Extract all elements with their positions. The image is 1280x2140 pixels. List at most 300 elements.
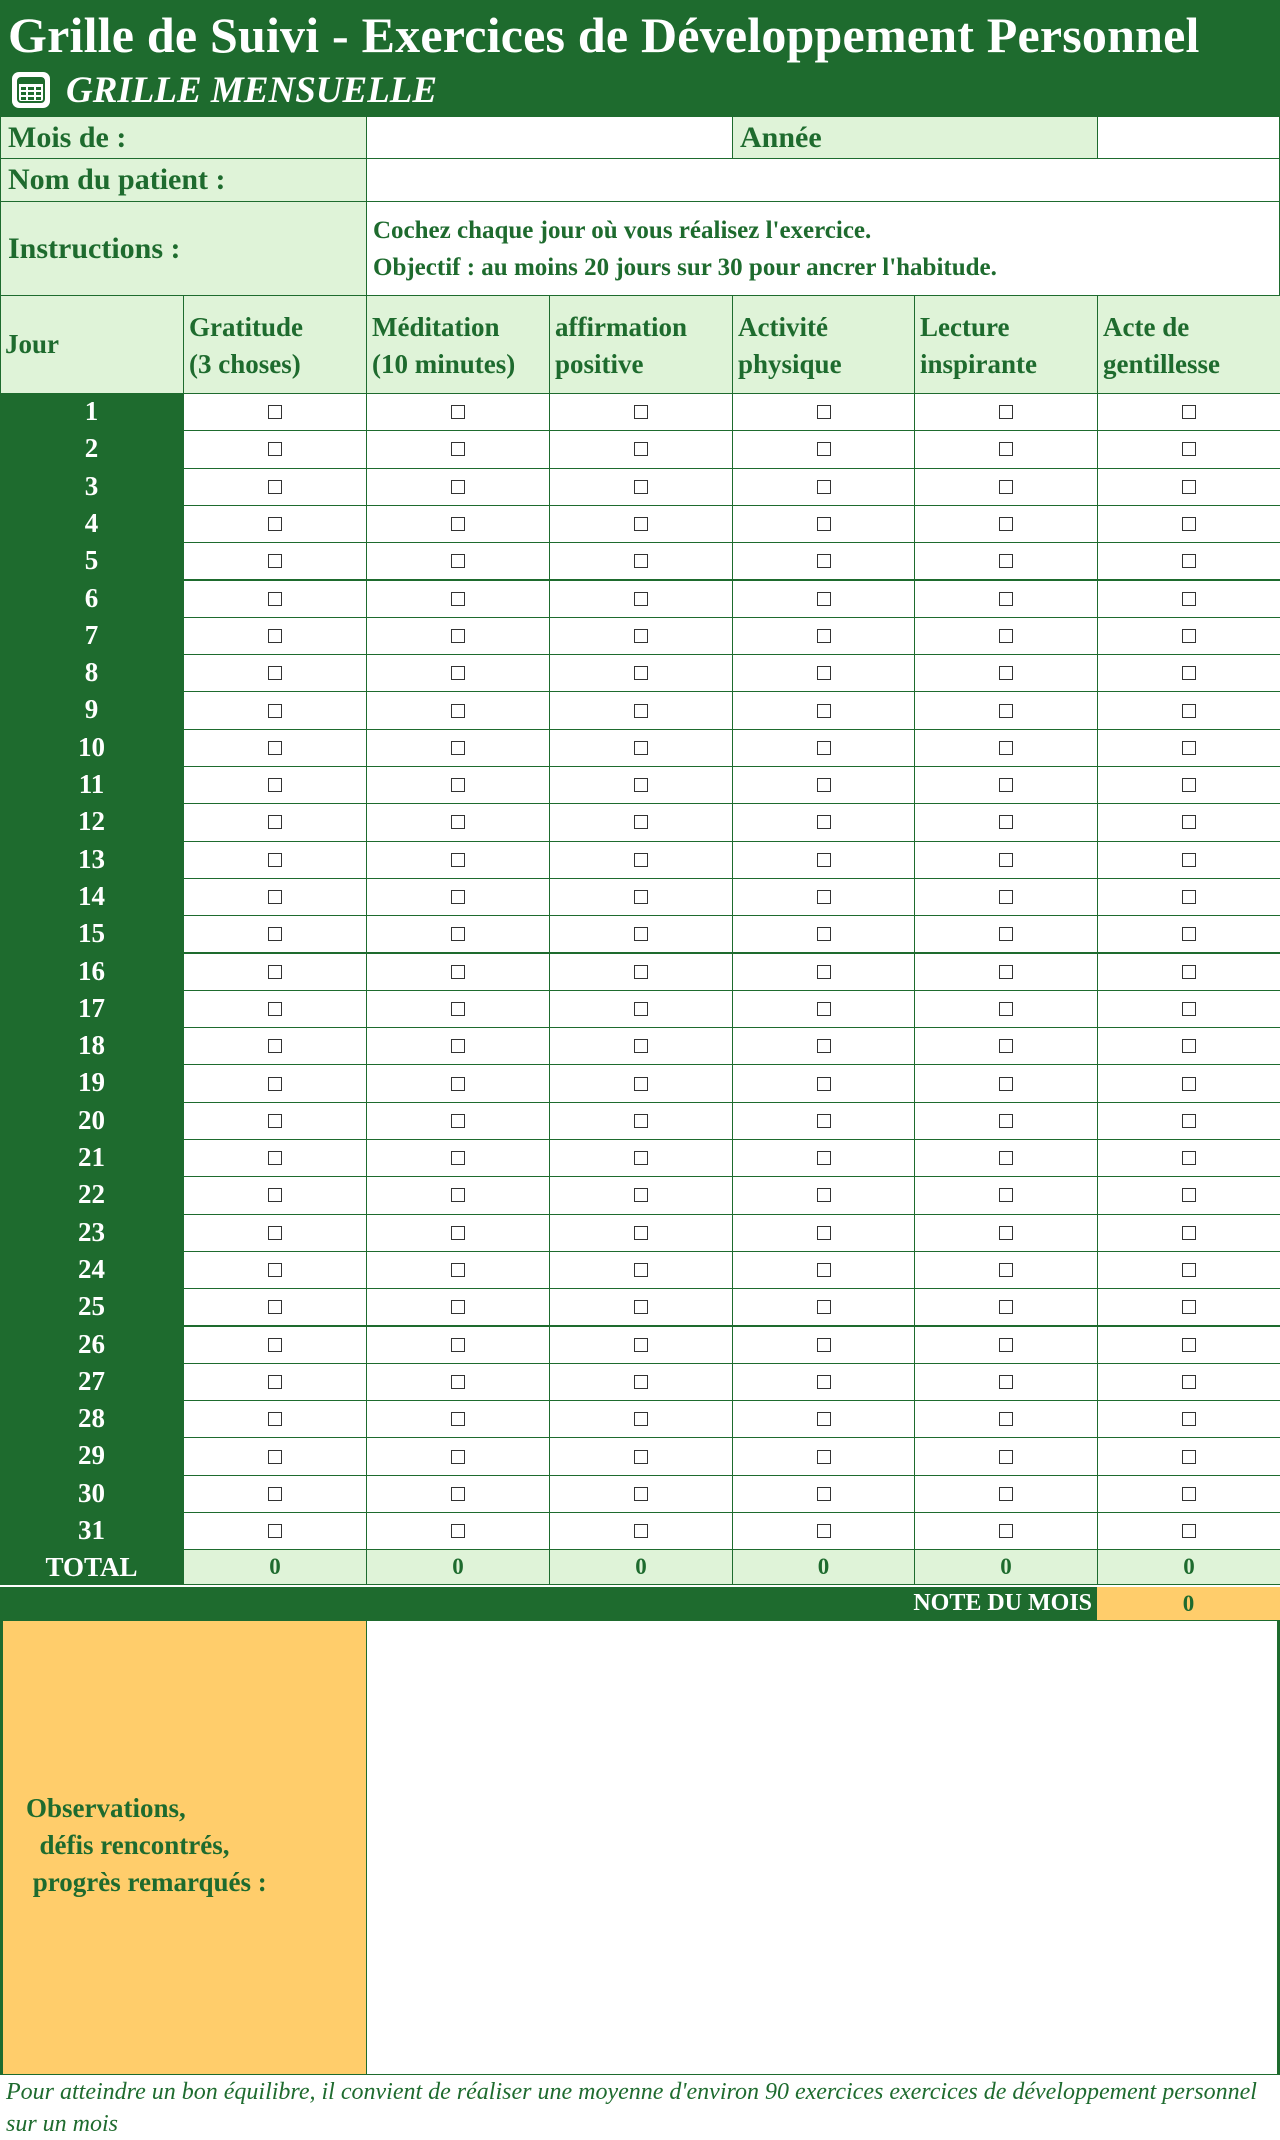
checkbox-icon[interactable] (268, 1151, 282, 1165)
day-checkbox-cell[interactable] (914, 505, 1098, 543)
day-checkbox-cell[interactable] (732, 1512, 915, 1550)
day-checkbox-cell[interactable] (914, 915, 1098, 953)
day-checkbox-cell[interactable] (1097, 617, 1280, 655)
checkbox-icon[interactable] (634, 442, 648, 456)
checkbox-icon[interactable] (999, 480, 1013, 494)
day-checkbox-cell[interactable] (549, 953, 733, 991)
day-checkbox-cell[interactable] (732, 915, 915, 953)
checkbox-icon[interactable] (1182, 1375, 1196, 1389)
day-checkbox-cell[interactable] (549, 654, 733, 692)
checkbox-icon[interactable] (817, 1412, 831, 1426)
checkbox-icon[interactable] (634, 1300, 648, 1314)
checkbox-icon[interactable] (1182, 1151, 1196, 1165)
day-checkbox-cell[interactable] (366, 990, 550, 1028)
checkbox-icon[interactable] (817, 480, 831, 494)
day-checkbox-cell[interactable] (366, 841, 550, 879)
day-checkbox-cell[interactable] (732, 1139, 915, 1177)
checkbox-icon[interactable] (1182, 666, 1196, 680)
day-checkbox-cell[interactable] (366, 580, 550, 618)
checkbox-icon[interactable] (451, 1487, 465, 1501)
day-checkbox-cell[interactable] (366, 878, 550, 916)
day-checkbox-cell[interactable] (549, 691, 733, 729)
day-checkbox-cell[interactable] (732, 1064, 915, 1102)
checkbox-icon[interactable] (268, 1226, 282, 1240)
checkbox-icon[interactable] (451, 1263, 465, 1277)
day-checkbox-cell[interactable] (732, 803, 915, 841)
day-checkbox-cell[interactable] (366, 1139, 550, 1177)
checkbox-icon[interactable] (817, 1450, 831, 1464)
day-checkbox-cell[interactable] (1097, 990, 1280, 1028)
day-checkbox-cell[interactable] (183, 990, 367, 1028)
checkbox-icon[interactable] (634, 554, 648, 568)
day-checkbox-cell[interactable] (183, 1400, 367, 1438)
checkbox-icon[interactable] (817, 1077, 831, 1091)
day-checkbox-cell[interactable] (732, 841, 915, 879)
day-checkbox-cell[interactable] (1097, 915, 1280, 953)
checkbox-icon[interactable] (999, 890, 1013, 904)
checkbox-icon[interactable] (817, 1524, 831, 1538)
checkbox-icon[interactable] (634, 704, 648, 718)
day-checkbox-cell[interactable] (732, 617, 915, 655)
day-checkbox-cell[interactable] (549, 468, 733, 506)
day-checkbox-cell[interactable] (914, 1176, 1098, 1214)
checkbox-icon[interactable] (817, 965, 831, 979)
checkbox-icon[interactable] (1182, 1114, 1196, 1128)
day-checkbox-cell[interactable] (732, 468, 915, 506)
day-checkbox-cell[interactable] (1097, 430, 1280, 468)
checkbox-icon[interactable] (817, 927, 831, 941)
day-checkbox-cell[interactable] (183, 1027, 367, 1065)
checkbox-icon[interactable] (451, 890, 465, 904)
day-checkbox-cell[interactable] (732, 953, 915, 991)
day-checkbox-cell[interactable] (914, 542, 1098, 580)
day-checkbox-cell[interactable] (914, 990, 1098, 1028)
checkbox-icon[interactable] (1182, 1188, 1196, 1202)
checkbox-icon[interactable] (634, 853, 648, 867)
day-checkbox-cell[interactable] (914, 878, 1098, 916)
day-checkbox-cell[interactable] (1097, 1214, 1280, 1252)
checkbox-icon[interactable] (1182, 815, 1196, 829)
checkbox-icon[interactable] (999, 1524, 1013, 1538)
day-checkbox-cell[interactable] (183, 430, 367, 468)
day-checkbox-cell[interactable] (366, 505, 550, 543)
day-checkbox-cell[interactable] (366, 1363, 550, 1401)
checkbox-icon[interactable] (1182, 778, 1196, 792)
checkbox-icon[interactable] (1182, 704, 1196, 718)
day-checkbox-cell[interactable] (549, 1176, 733, 1214)
day-checkbox-cell[interactable] (183, 1139, 367, 1177)
checkbox-icon[interactable] (817, 1114, 831, 1128)
checkbox-icon[interactable] (999, 442, 1013, 456)
checkbox-icon[interactable] (268, 1487, 282, 1501)
day-checkbox-cell[interactable] (183, 953, 367, 991)
checkbox-icon[interactable] (999, 1338, 1013, 1352)
day-checkbox-cell[interactable] (1097, 1400, 1280, 1438)
checkbox-icon[interactable] (817, 592, 831, 606)
checkbox-icon[interactable] (1182, 927, 1196, 941)
day-checkbox-cell[interactable] (183, 729, 367, 767)
checkbox-icon[interactable] (451, 927, 465, 941)
checkbox-icon[interactable] (451, 741, 465, 755)
checkbox-icon[interactable] (451, 853, 465, 867)
day-checkbox-cell[interactable] (366, 542, 550, 580)
year-field[interactable] (1097, 116, 1280, 159)
checkbox-icon[interactable] (817, 517, 831, 531)
day-checkbox-cell[interactable] (914, 1475, 1098, 1513)
checkbox-icon[interactable] (817, 778, 831, 792)
checkbox-icon[interactable] (634, 592, 648, 606)
day-checkbox-cell[interactable] (732, 1288, 915, 1326)
checkbox-icon[interactable] (999, 1412, 1013, 1426)
checkbox-icon[interactable] (999, 1487, 1013, 1501)
day-checkbox-cell[interactable] (1097, 1437, 1280, 1475)
day-checkbox-cell[interactable] (914, 1027, 1098, 1065)
day-checkbox-cell[interactable] (183, 1326, 367, 1364)
checkbox-icon[interactable] (451, 1039, 465, 1053)
day-checkbox-cell[interactable] (549, 430, 733, 468)
checkbox-icon[interactable] (999, 405, 1013, 419)
day-checkbox-cell[interactable] (549, 729, 733, 767)
day-checkbox-cell[interactable] (1097, 1139, 1280, 1177)
checkbox-icon[interactable] (1182, 1077, 1196, 1091)
day-checkbox-cell[interactable] (1097, 729, 1280, 767)
day-checkbox-cell[interactable] (183, 803, 367, 841)
checkbox-icon[interactable] (999, 927, 1013, 941)
day-checkbox-cell[interactable] (914, 1400, 1098, 1438)
checkbox-icon[interactable] (1182, 554, 1196, 568)
checkbox-icon[interactable] (817, 1151, 831, 1165)
day-checkbox-cell[interactable] (1097, 691, 1280, 729)
checkbox-icon[interactable] (817, 1300, 831, 1314)
day-checkbox-cell[interactable] (732, 1437, 915, 1475)
checkbox-icon[interactable] (999, 815, 1013, 829)
day-checkbox-cell[interactable] (1097, 953, 1280, 991)
checkbox-icon[interactable] (634, 1039, 648, 1053)
day-checkbox-cell[interactable] (366, 654, 550, 692)
checkbox-icon[interactable] (451, 1412, 465, 1426)
day-checkbox-cell[interactable] (366, 1027, 550, 1065)
day-checkbox-cell[interactable] (732, 430, 915, 468)
day-checkbox-cell[interactable] (183, 1437, 367, 1475)
day-checkbox-cell[interactable] (1097, 1326, 1280, 1364)
day-checkbox-cell[interactable] (914, 953, 1098, 991)
day-checkbox-cell[interactable] (914, 393, 1098, 431)
checkbox-icon[interactable] (451, 666, 465, 680)
checkbox-icon[interactable] (268, 1300, 282, 1314)
checkbox-icon[interactable] (817, 815, 831, 829)
checkbox-icon[interactable] (634, 1263, 648, 1277)
checkbox-icon[interactable] (1182, 480, 1196, 494)
checkbox-icon[interactable] (634, 629, 648, 643)
day-checkbox-cell[interactable] (914, 430, 1098, 468)
checkbox-icon[interactable] (634, 480, 648, 494)
checkbox-icon[interactable] (999, 1226, 1013, 1240)
checkbox-icon[interactable] (999, 592, 1013, 606)
checkbox-icon[interactable] (634, 1338, 648, 1352)
checkbox-icon[interactable] (451, 517, 465, 531)
checkbox-icon[interactable] (1182, 890, 1196, 904)
checkbox-icon[interactable] (1182, 1487, 1196, 1501)
day-checkbox-cell[interactable] (366, 1400, 550, 1438)
day-checkbox-cell[interactable] (732, 878, 915, 916)
day-checkbox-cell[interactable] (1097, 1251, 1280, 1289)
day-checkbox-cell[interactable] (914, 1251, 1098, 1289)
checkbox-icon[interactable] (634, 1188, 648, 1202)
checkbox-icon[interactable] (268, 890, 282, 904)
checkbox-icon[interactable] (634, 517, 648, 531)
checkbox-icon[interactable] (1182, 1002, 1196, 1016)
checkbox-icon[interactable] (451, 778, 465, 792)
day-checkbox-cell[interactable] (366, 1102, 550, 1140)
day-checkbox-cell[interactable] (732, 766, 915, 804)
day-checkbox-cell[interactable] (183, 542, 367, 580)
checkbox-icon[interactable] (451, 480, 465, 494)
checkbox-icon[interactable] (451, 1450, 465, 1464)
day-checkbox-cell[interactable] (914, 841, 1098, 879)
checkbox-icon[interactable] (1182, 1263, 1196, 1277)
day-checkbox-cell[interactable] (183, 1512, 367, 1550)
checkbox-icon[interactable] (817, 1263, 831, 1277)
day-checkbox-cell[interactable] (1097, 841, 1280, 879)
checkbox-icon[interactable] (634, 666, 648, 680)
day-checkbox-cell[interactable] (1097, 468, 1280, 506)
checkbox-icon[interactable] (268, 778, 282, 792)
day-checkbox-cell[interactable] (549, 915, 733, 953)
checkbox-icon[interactable] (1182, 1226, 1196, 1240)
checkbox-icon[interactable] (1182, 405, 1196, 419)
day-checkbox-cell[interactable] (183, 580, 367, 618)
checkbox-icon[interactable] (268, 1375, 282, 1389)
day-checkbox-cell[interactable] (366, 1288, 550, 1326)
checkbox-icon[interactable] (999, 778, 1013, 792)
checkbox-icon[interactable] (634, 927, 648, 941)
checkbox-icon[interactable] (268, 815, 282, 829)
day-checkbox-cell[interactable] (549, 1064, 733, 1102)
checkbox-icon[interactable] (634, 1226, 648, 1240)
checkbox-icon[interactable] (268, 480, 282, 494)
day-checkbox-cell[interactable] (366, 1064, 550, 1102)
checkbox-icon[interactable] (634, 1114, 648, 1128)
checkbox-icon[interactable] (634, 1412, 648, 1426)
day-checkbox-cell[interactable] (732, 654, 915, 692)
day-checkbox-cell[interactable] (183, 841, 367, 879)
checkbox-icon[interactable] (451, 1002, 465, 1016)
day-checkbox-cell[interactable] (1097, 878, 1280, 916)
day-checkbox-cell[interactable] (366, 729, 550, 767)
day-checkbox-cell[interactable] (183, 691, 367, 729)
day-checkbox-cell[interactable] (366, 1326, 550, 1364)
month-field[interactable] (366, 116, 733, 159)
checkbox-icon[interactable] (268, 442, 282, 456)
checkbox-icon[interactable] (451, 1375, 465, 1389)
checkbox-icon[interactable] (634, 1487, 648, 1501)
checkbox-icon[interactable] (268, 1412, 282, 1426)
day-checkbox-cell[interactable] (549, 1288, 733, 1326)
checkbox-icon[interactable] (268, 1002, 282, 1016)
day-checkbox-cell[interactable] (549, 393, 733, 431)
checkbox-icon[interactable] (817, 666, 831, 680)
checkbox-icon[interactable] (451, 704, 465, 718)
day-checkbox-cell[interactable] (549, 1251, 733, 1289)
checkbox-icon[interactable] (817, 554, 831, 568)
day-checkbox-cell[interactable] (732, 1251, 915, 1289)
day-checkbox-cell[interactable] (366, 766, 550, 804)
day-checkbox-cell[interactable] (1097, 580, 1280, 618)
day-checkbox-cell[interactable] (366, 617, 550, 655)
checkbox-icon[interactable] (817, 1487, 831, 1501)
checkbox-icon[interactable] (268, 1114, 282, 1128)
checkbox-icon[interactable] (268, 965, 282, 979)
day-checkbox-cell[interactable] (183, 1288, 367, 1326)
checkbox-icon[interactable] (268, 1338, 282, 1352)
day-checkbox-cell[interactable] (183, 766, 367, 804)
checkbox-icon[interactable] (1182, 1300, 1196, 1314)
day-checkbox-cell[interactable] (914, 1064, 1098, 1102)
day-checkbox-cell[interactable] (183, 1363, 367, 1401)
day-checkbox-cell[interactable] (732, 505, 915, 543)
day-checkbox-cell[interactable] (366, 1251, 550, 1289)
checkbox-icon[interactable] (999, 1114, 1013, 1128)
checkbox-icon[interactable] (999, 704, 1013, 718)
checkbox-icon[interactable] (1182, 741, 1196, 755)
checkbox-icon[interactable] (1182, 442, 1196, 456)
day-checkbox-cell[interactable] (914, 1363, 1098, 1401)
observations-field[interactable] (366, 1620, 1278, 2075)
checkbox-icon[interactable] (268, 666, 282, 680)
day-checkbox-cell[interactable] (366, 915, 550, 953)
checkbox-icon[interactable] (999, 1039, 1013, 1053)
checkbox-icon[interactable] (268, 853, 282, 867)
checkbox-icon[interactable] (817, 1338, 831, 1352)
day-checkbox-cell[interactable] (183, 1102, 367, 1140)
checkbox-icon[interactable] (817, 741, 831, 755)
day-checkbox-cell[interactable] (366, 430, 550, 468)
checkbox-icon[interactable] (451, 1077, 465, 1091)
day-checkbox-cell[interactable] (183, 617, 367, 655)
day-checkbox-cell[interactable] (732, 1363, 915, 1401)
checkbox-icon[interactable] (1182, 1450, 1196, 1464)
day-checkbox-cell[interactable] (549, 505, 733, 543)
day-checkbox-cell[interactable] (549, 1102, 733, 1140)
day-checkbox-cell[interactable] (732, 990, 915, 1028)
day-checkbox-cell[interactable] (549, 1512, 733, 1550)
checkbox-icon[interactable] (268, 1450, 282, 1464)
day-checkbox-cell[interactable] (1097, 803, 1280, 841)
day-checkbox-cell[interactable] (366, 1512, 550, 1550)
day-checkbox-cell[interactable] (366, 1176, 550, 1214)
checkbox-icon[interactable] (268, 592, 282, 606)
checkbox-icon[interactable] (634, 1375, 648, 1389)
checkbox-icon[interactable] (634, 741, 648, 755)
day-checkbox-cell[interactable] (1097, 654, 1280, 692)
day-checkbox-cell[interactable] (914, 1214, 1098, 1252)
day-checkbox-cell[interactable] (732, 542, 915, 580)
day-checkbox-cell[interactable] (914, 1512, 1098, 1550)
checkbox-icon[interactable] (817, 405, 831, 419)
checkbox-icon[interactable] (268, 741, 282, 755)
day-checkbox-cell[interactable] (1097, 1064, 1280, 1102)
checkbox-icon[interactable] (817, 1002, 831, 1016)
checkbox-icon[interactable] (1182, 965, 1196, 979)
checkbox-icon[interactable] (451, 554, 465, 568)
day-checkbox-cell[interactable] (366, 691, 550, 729)
day-checkbox-cell[interactable] (732, 1176, 915, 1214)
day-checkbox-cell[interactable] (732, 1475, 915, 1513)
checkbox-icon[interactable] (268, 1077, 282, 1091)
day-checkbox-cell[interactable] (183, 915, 367, 953)
checkbox-icon[interactable] (999, 965, 1013, 979)
day-checkbox-cell[interactable] (549, 617, 733, 655)
checkbox-icon[interactable] (999, 741, 1013, 755)
day-checkbox-cell[interactable] (914, 468, 1098, 506)
day-checkbox-cell[interactable] (732, 729, 915, 767)
checkbox-icon[interactable] (634, 965, 648, 979)
day-checkbox-cell[interactable] (549, 841, 733, 879)
day-checkbox-cell[interactable] (914, 1326, 1098, 1364)
checkbox-icon[interactable] (268, 927, 282, 941)
checkbox-icon[interactable] (999, 554, 1013, 568)
checkbox-icon[interactable] (999, 666, 1013, 680)
checkbox-icon[interactable] (634, 1524, 648, 1538)
day-checkbox-cell[interactable] (732, 1214, 915, 1252)
checkbox-icon[interactable] (817, 442, 831, 456)
checkbox-icon[interactable] (999, 1188, 1013, 1202)
checkbox-icon[interactable] (268, 1263, 282, 1277)
checkbox-icon[interactable] (268, 629, 282, 643)
checkbox-icon[interactable] (999, 629, 1013, 643)
day-checkbox-cell[interactable] (1097, 1363, 1280, 1401)
day-checkbox-cell[interactable] (1097, 393, 1280, 431)
checkbox-icon[interactable] (817, 853, 831, 867)
day-checkbox-cell[interactable] (914, 580, 1098, 618)
checkbox-icon[interactable] (1182, 1412, 1196, 1426)
checkbox-icon[interactable] (817, 1375, 831, 1389)
checkbox-icon[interactable] (1182, 592, 1196, 606)
day-checkbox-cell[interactable] (366, 953, 550, 991)
checkbox-icon[interactable] (634, 1151, 648, 1165)
checkbox-icon[interactable] (999, 1077, 1013, 1091)
day-checkbox-cell[interactable] (1097, 766, 1280, 804)
day-checkbox-cell[interactable] (366, 1437, 550, 1475)
checkbox-icon[interactable] (268, 1039, 282, 1053)
checkbox-icon[interactable] (999, 1450, 1013, 1464)
day-checkbox-cell[interactable] (732, 1102, 915, 1140)
day-checkbox-cell[interactable] (914, 729, 1098, 767)
day-checkbox-cell[interactable] (183, 505, 367, 543)
day-checkbox-cell[interactable] (914, 1437, 1098, 1475)
checkbox-icon[interactable] (999, 853, 1013, 867)
day-checkbox-cell[interactable] (1097, 1475, 1280, 1513)
day-checkbox-cell[interactable] (549, 542, 733, 580)
checkbox-icon[interactable] (451, 1338, 465, 1352)
day-checkbox-cell[interactable] (732, 1027, 915, 1065)
day-checkbox-cell[interactable] (1097, 1288, 1280, 1326)
checkbox-icon[interactable] (999, 1375, 1013, 1389)
checkbox-icon[interactable] (1182, 1524, 1196, 1538)
day-checkbox-cell[interactable] (366, 468, 550, 506)
checkbox-icon[interactable] (451, 815, 465, 829)
day-checkbox-cell[interactable] (1097, 505, 1280, 543)
checkbox-icon[interactable] (634, 1002, 648, 1016)
checkbox-icon[interactable] (1182, 1039, 1196, 1053)
day-checkbox-cell[interactable] (732, 1400, 915, 1438)
checkbox-icon[interactable] (634, 890, 648, 904)
day-checkbox-cell[interactable] (732, 393, 915, 431)
checkbox-icon[interactable] (1182, 853, 1196, 867)
checkbox-icon[interactable] (451, 1524, 465, 1538)
checkbox-icon[interactable] (999, 1151, 1013, 1165)
checkbox-icon[interactable] (451, 1300, 465, 1314)
